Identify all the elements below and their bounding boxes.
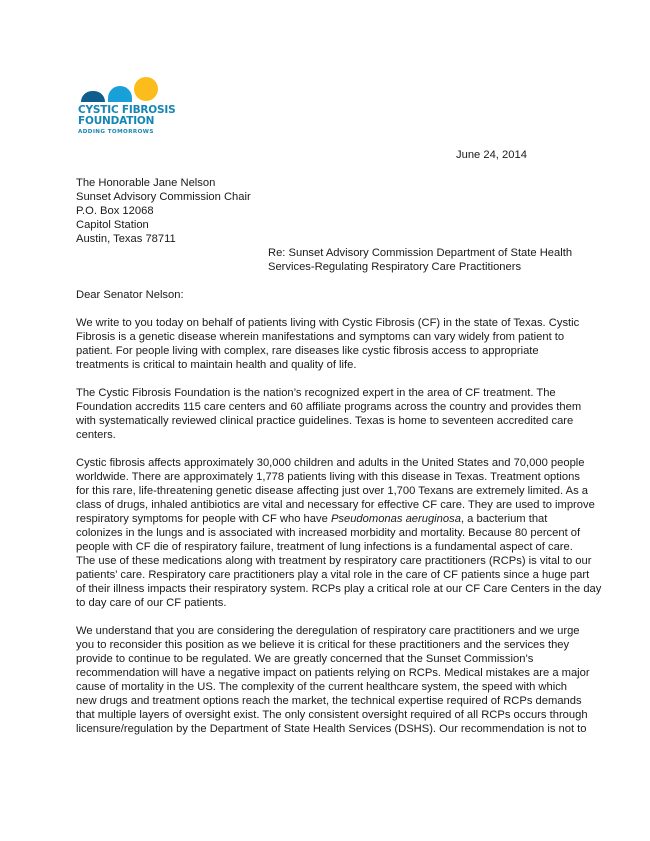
paragraph-line: The Cystic Fibrosis Foundation is the nation’s recognized expert in the area of CF treatment. The: [76, 387, 556, 399]
recipient-station: Capitol Station: [76, 219, 149, 231]
recipient-city: Austin, Texas 78711: [76, 233, 176, 245]
light-blue-semicircle-icon: [108, 86, 132, 102]
paragraph-line: We write to you today on behalf of patients living with Cystic Fibrosis (CF) in the state of Texas. Cystic: [76, 317, 580, 329]
paragraph-line: centers.: [76, 429, 116, 441]
paragraph-line: The use of these medications along with treatment by respiratory care practitioners (RCPs) is vital to our: [76, 555, 592, 567]
salutation: Dear Senator Nelson:: [76, 289, 184, 301]
letter-date: June 24, 2014: [456, 149, 527, 161]
recipient-address: [76, 176, 251, 246]
paragraph-line: class of drugs, inhaled antibiotics are vital and necessary for effective CF care. They are used to improve: [76, 499, 595, 511]
paragraph-line-with-italic: [76, 512, 576, 526]
subject-line: [268, 246, 572, 274]
paragraph-line: that multiple layers of oversight exist. The only consistent oversight required of all RCPs occurs through: [76, 709, 588, 721]
paragraph-line: provide to continue to be regulated. We are greatly concerned that the Sunset Commission’s: [76, 653, 534, 665]
paragraph-line: We understand that you are considering the deregulation of respiratory care practitioners and we urge: [76, 625, 580, 637]
paragraph-line: Foundation accredits 115 care centers and 60 affiliate programs across the country and provides them: [76, 401, 582, 413]
paragraph-foundation: [76, 386, 582, 442]
paragraph-line: treatments is critical to maintain health and quality of life.: [76, 359, 357, 371]
paragraph-line: Cystic fibrosis affects approximately 30,000 children and adults in the United States and 70,000 people: [76, 457, 585, 469]
line-prefix: respiratory symptoms for people with CF who have: [76, 513, 331, 525]
paragraph-line: colonizes in the lungs and is associated with increased morbidity and mortality. Because 80 percent of: [76, 527, 581, 539]
paragraph-line: to day care of our CF patients.: [76, 597, 227, 609]
paragraph-deregulation: [76, 624, 590, 736]
paragraph-intro: [76, 316, 580, 372]
recipient-name: The Honorable Jane Nelson: [76, 177, 216, 189]
recipient-po-box: P.O. Box 12068: [76, 205, 154, 217]
logo-name-line2: FOUNDATION: [78, 115, 155, 127]
logo-tagline: ADDING TOMORROWS: [78, 129, 154, 135]
paragraph-disease: [76, 456, 602, 610]
paragraph-line: you to reconsider this position as we believe it is critical for these practitioners and the services they: [76, 639, 570, 651]
paragraph-line: licensure/regulation by the Department of State Health Services (DSHS). Our recommendation is not to: [76, 723, 587, 735]
subject-line-1: Re: Sunset Advisory Commission Department of State Health: [268, 247, 573, 259]
paragraph-line: Fibrosis is a genetic disease wherein manifestations and symptoms can vary widely from patient to: [76, 331, 565, 343]
paragraph-line: recommendation will have a negative impact on patients relying on RCPs. Medical mistakes are a major: [76, 667, 590, 679]
logo-name-line1: CYSTIC FIBROSIS: [78, 104, 176, 116]
cff-logo: [78, 74, 188, 136]
logo-marks-icon: [78, 74, 168, 102]
paragraph-line: of their illness impacts their respiratory system. RCPs play a critical role at our CF Care Centers in the day: [76, 583, 602, 595]
paragraph-line: new drugs and treatment options reach the market, the technical expertise required of RCPs demands: [76, 695, 582, 707]
paragraph-line: patients’ care. Respiratory care practitioners play a vital role in the care of CF patients since a huge part: [76, 569, 590, 581]
paragraph-line: people with CF die of respiratory failure, treatment of lung infections is a fundamental aspect of care.: [76, 541, 573, 553]
paragraph-line: with systematically reviewed clinical practice guidelines. Texas is home to seventeen accredited care: [76, 415, 574, 427]
line-suffix: , a bacterium that: [460, 513, 548, 525]
paragraph-line: patient. For people living with complex, rare diseases like cystic fibrosis access to appropriate: [76, 345, 539, 357]
paragraph-line: worldwide. There are approximately 1,778 patients living with this disease in Texas. Treatment options: [76, 471, 580, 483]
recipient-title: Sunset Advisory Commission Chair: [76, 191, 251, 203]
dark-blue-semicircle-icon: [81, 91, 105, 102]
italic-bacterium-name: Pseudomonas aeruginosa: [330, 513, 461, 525]
paragraph-line: cause of mortality in the US. The complexity of the current healthcare system, the speed with which: [76, 681, 568, 693]
paragraph-line: for this rare, life-threatening genetic disease affecting just over 1,700 Texans are extremely limited. As a: [76, 485, 588, 497]
yellow-sun-icon: [134, 77, 158, 101]
subject-line-2: Services-Regulating Respiratory Care Practitioners: [268, 261, 522, 273]
